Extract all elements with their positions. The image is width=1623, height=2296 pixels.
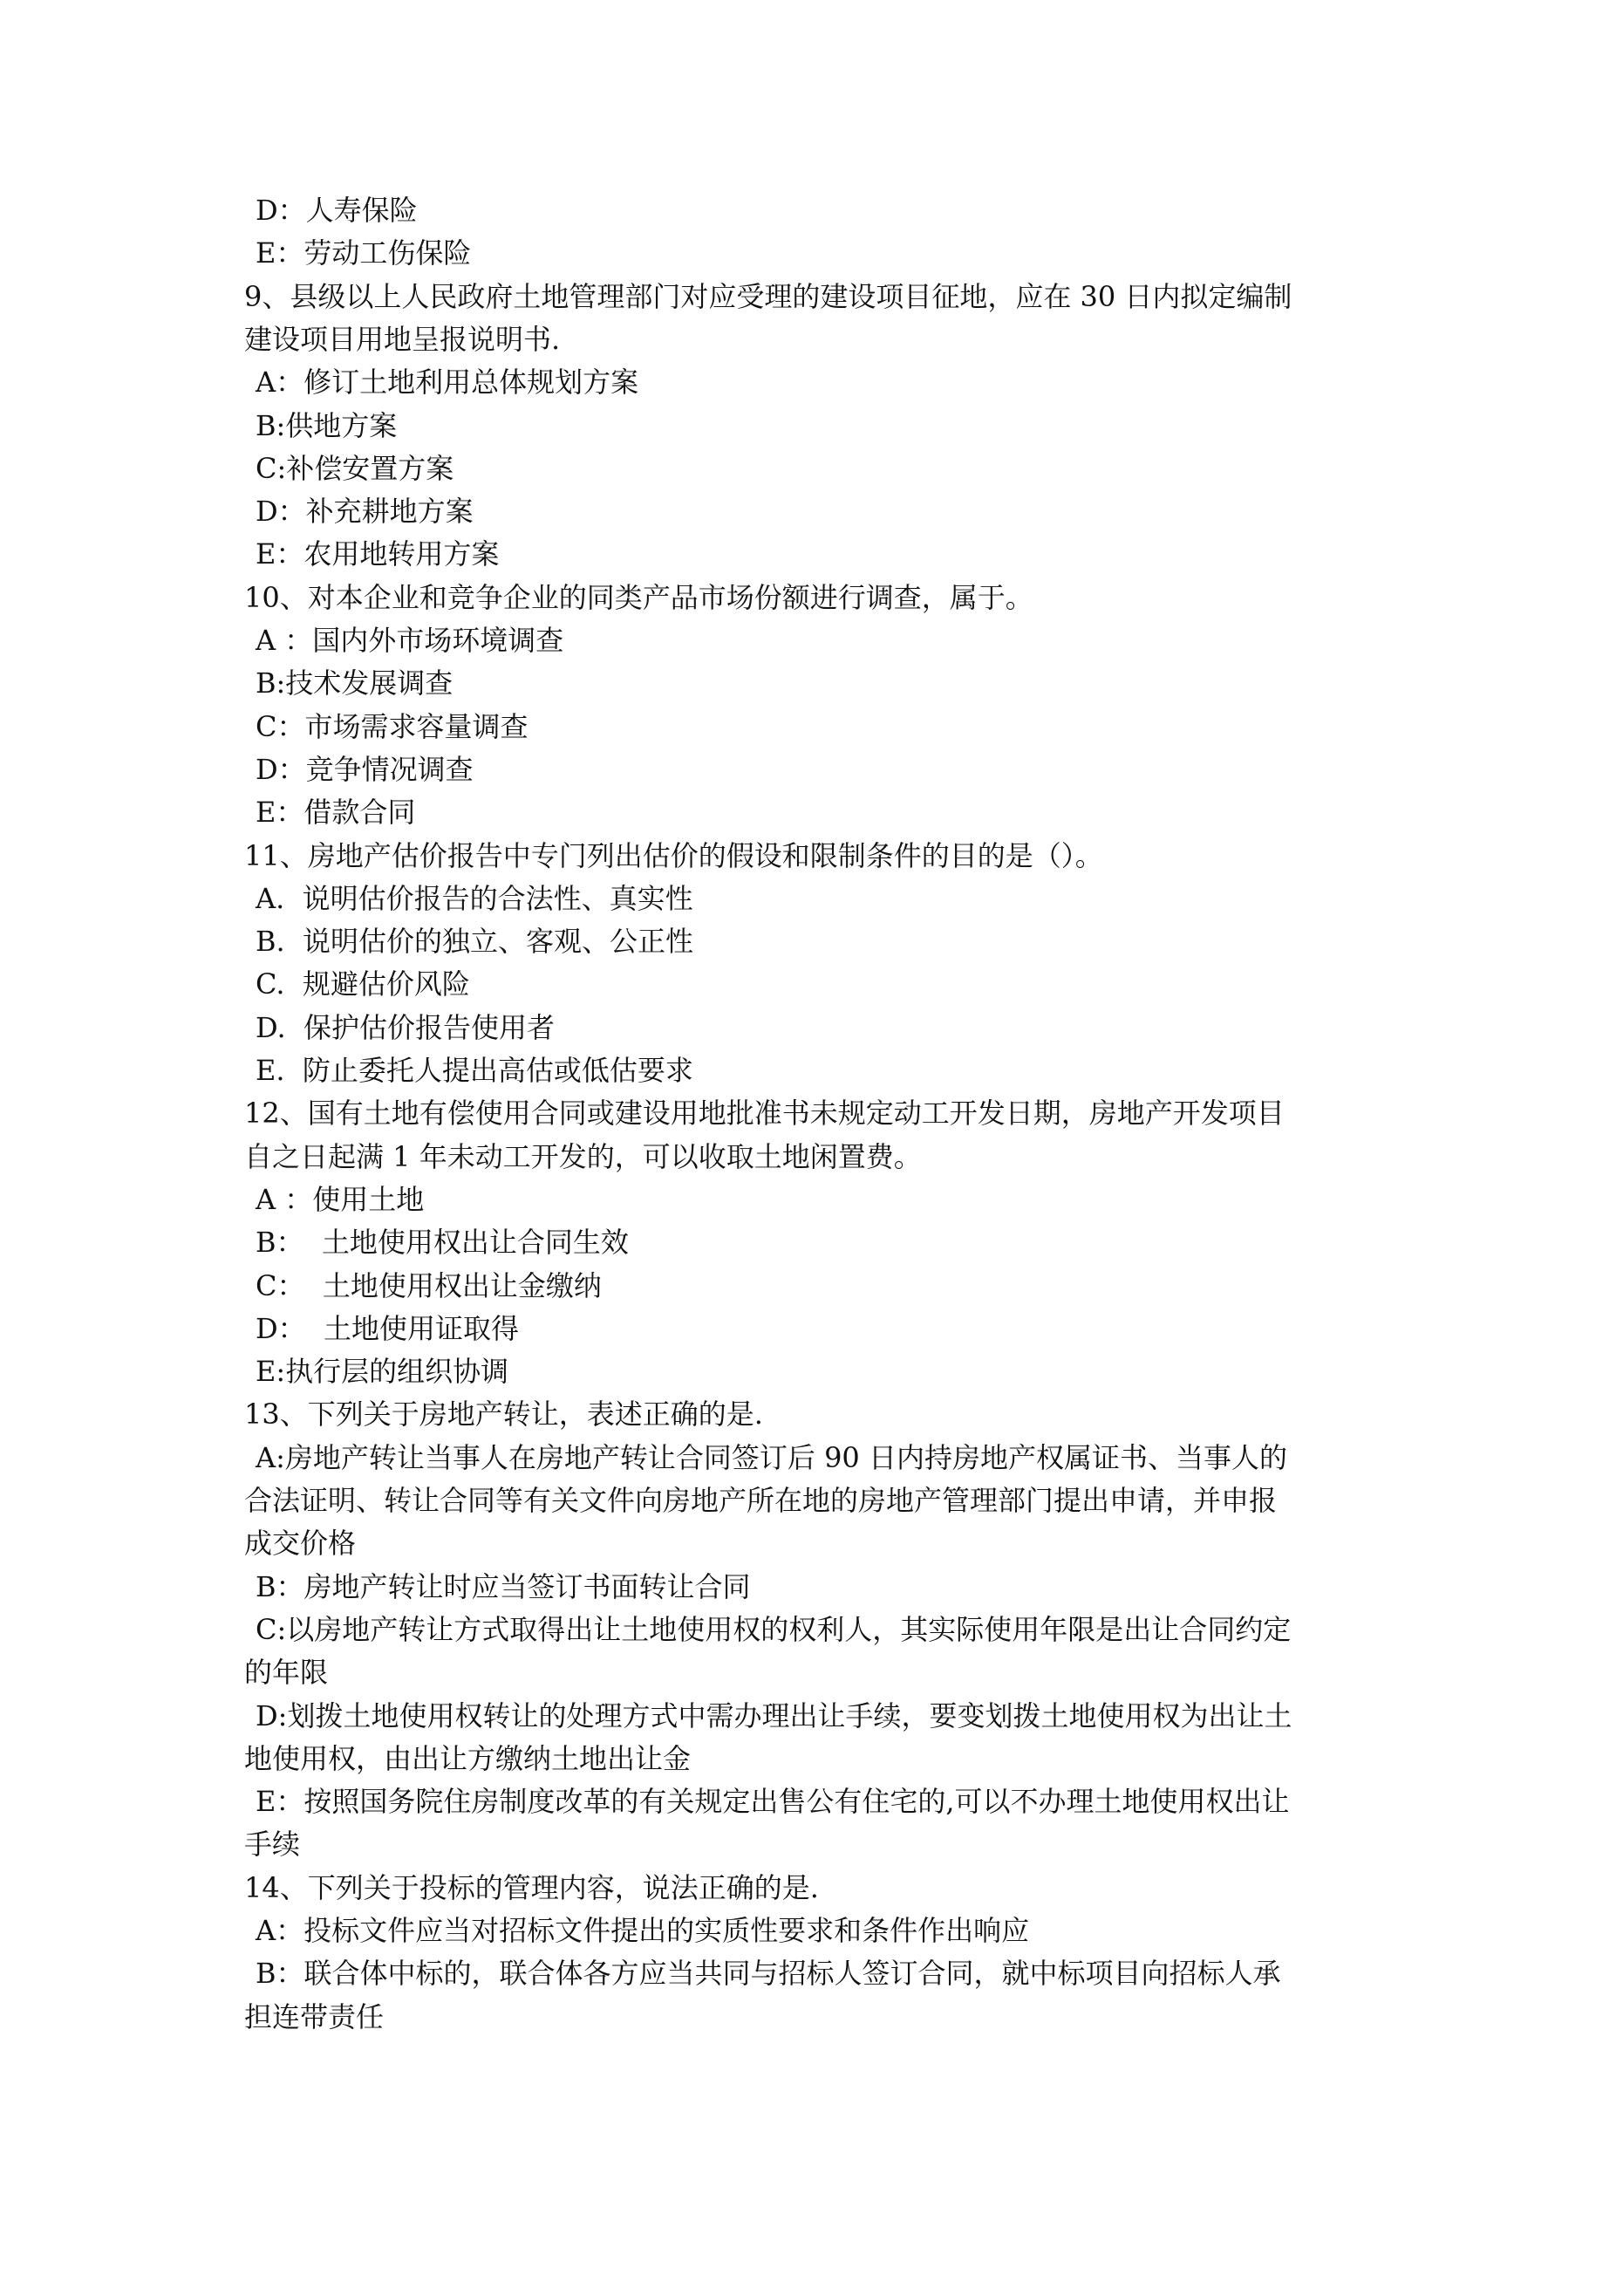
question-line: 9、县级以上人民政府土地管理部门对应受理的建设项目征地，应在 30 日内拟定编制 [244, 280, 1292, 313]
question-line: 建设项目用地呈报说明书. [244, 323, 561, 356]
option-line: A：修订土地利用总体规划方案 [256, 366, 639, 399]
option-line: B：联合体中标的，联合体各方应当共同与招标人签订合同，就中标项目向招标人承 [256, 1957, 1281, 1990]
option-line: B： 土地使用权出让合同生效 [256, 1226, 629, 1259]
question-line: 10、对本企业和竞争企业的同类产品市场份额进行调查，属于。 [244, 581, 1033, 614]
option-line: C：市场需求容量调查 [256, 710, 528, 743]
option-line: A:房地产转让当事人在房地产转让合同签订后 90 日内持房地产权属证书、当事人的 [256, 1441, 1287, 1474]
question-line: 12、国有土地有偿使用合同或建设用地批准书未规定动工开发日期，房地产开发项目 [244, 1097, 1285, 1130]
option-line: D. 保护估价报告使用者 [256, 1011, 556, 1044]
question-line: 14、下列关于投标的管理内容，说法正确的是. [244, 1871, 819, 1904]
option-line: E：按照国务院住房制度改革的有关规定出售公有住宅的,可以不办理土地使用权出让 [256, 1785, 1290, 1818]
option-line: C. 规避估价风险 [256, 967, 470, 1001]
option-line: D:划拨土地使用权转让的处理方式中需办理出让手续，要变划拨土地使用权为出让土 [256, 1699, 1292, 1732]
question-line: 地使用权，由出让方缴纳土地出让金 [244, 1742, 692, 1775]
option-line: D：人寿保险 [256, 194, 418, 227]
question-line: 13、下列关于房地产转让，表述正确的是. [244, 1397, 763, 1431]
option-line: D：竞争情况调查 [256, 753, 474, 786]
question-line: 的年限 [244, 1656, 329, 1689]
option-line: B:供地方案 [256, 409, 398, 442]
option-line: C： 土地使用权出让金缴纳 [256, 1269, 602, 1302]
question-line: 合法证明、转让合同等有关文件向房地产所在地的房地产管理部门提出申请，并申报 [244, 1484, 1278, 1517]
option-line: A ：国内外市场环境调查 [256, 624, 564, 657]
option-line: D：补充耕地方案 [256, 495, 474, 528]
option-line: E. 防止委托人提出高估或低估要求 [256, 1054, 693, 1087]
option-line: E：借款合同 [256, 796, 416, 829]
question-line: 自之日起满 1 年未动工开发的，可以收取土地闲置费。 [244, 1140, 922, 1173]
option-line: B. 说明估价的独立、客观、公正性 [256, 925, 694, 958]
option-line: C:补偿安置方案 [256, 452, 454, 485]
question-line: 担连带责任 [244, 2000, 385, 2033]
question-line: 手续 [244, 1828, 301, 1861]
option-line: A：投标文件应当对招标文件提出的实质性要求和条件作出响应 [256, 1914, 1030, 1947]
option-line: D： 土地使用证取得 [256, 1312, 520, 1345]
question-line: 成交价格 [244, 1527, 357, 1560]
option-line: A ：使用土地 [256, 1183, 425, 1216]
option-line: C:以房地产转让方式取得出让土地使用权的权利人，其实际使用年限是出让合同约定 [256, 1613, 1292, 1646]
option-line: E：劳动工伤保险 [256, 236, 472, 270]
question-line: 11、房地产估价报告中专门列出估价的假设和限制条件的目的是（）。 [244, 839, 1103, 872]
option-line: B：房地产转让时应当签订书面转让合同 [256, 1570, 751, 1603]
option-line: A. 说明估价报告的合法性、真实性 [256, 882, 693, 915]
option-line: B:技术发展调查 [256, 666, 453, 700]
option-line: E:执行层的组织协调 [256, 1355, 509, 1388]
option-line: E：农用地转用方案 [256, 537, 500, 571]
